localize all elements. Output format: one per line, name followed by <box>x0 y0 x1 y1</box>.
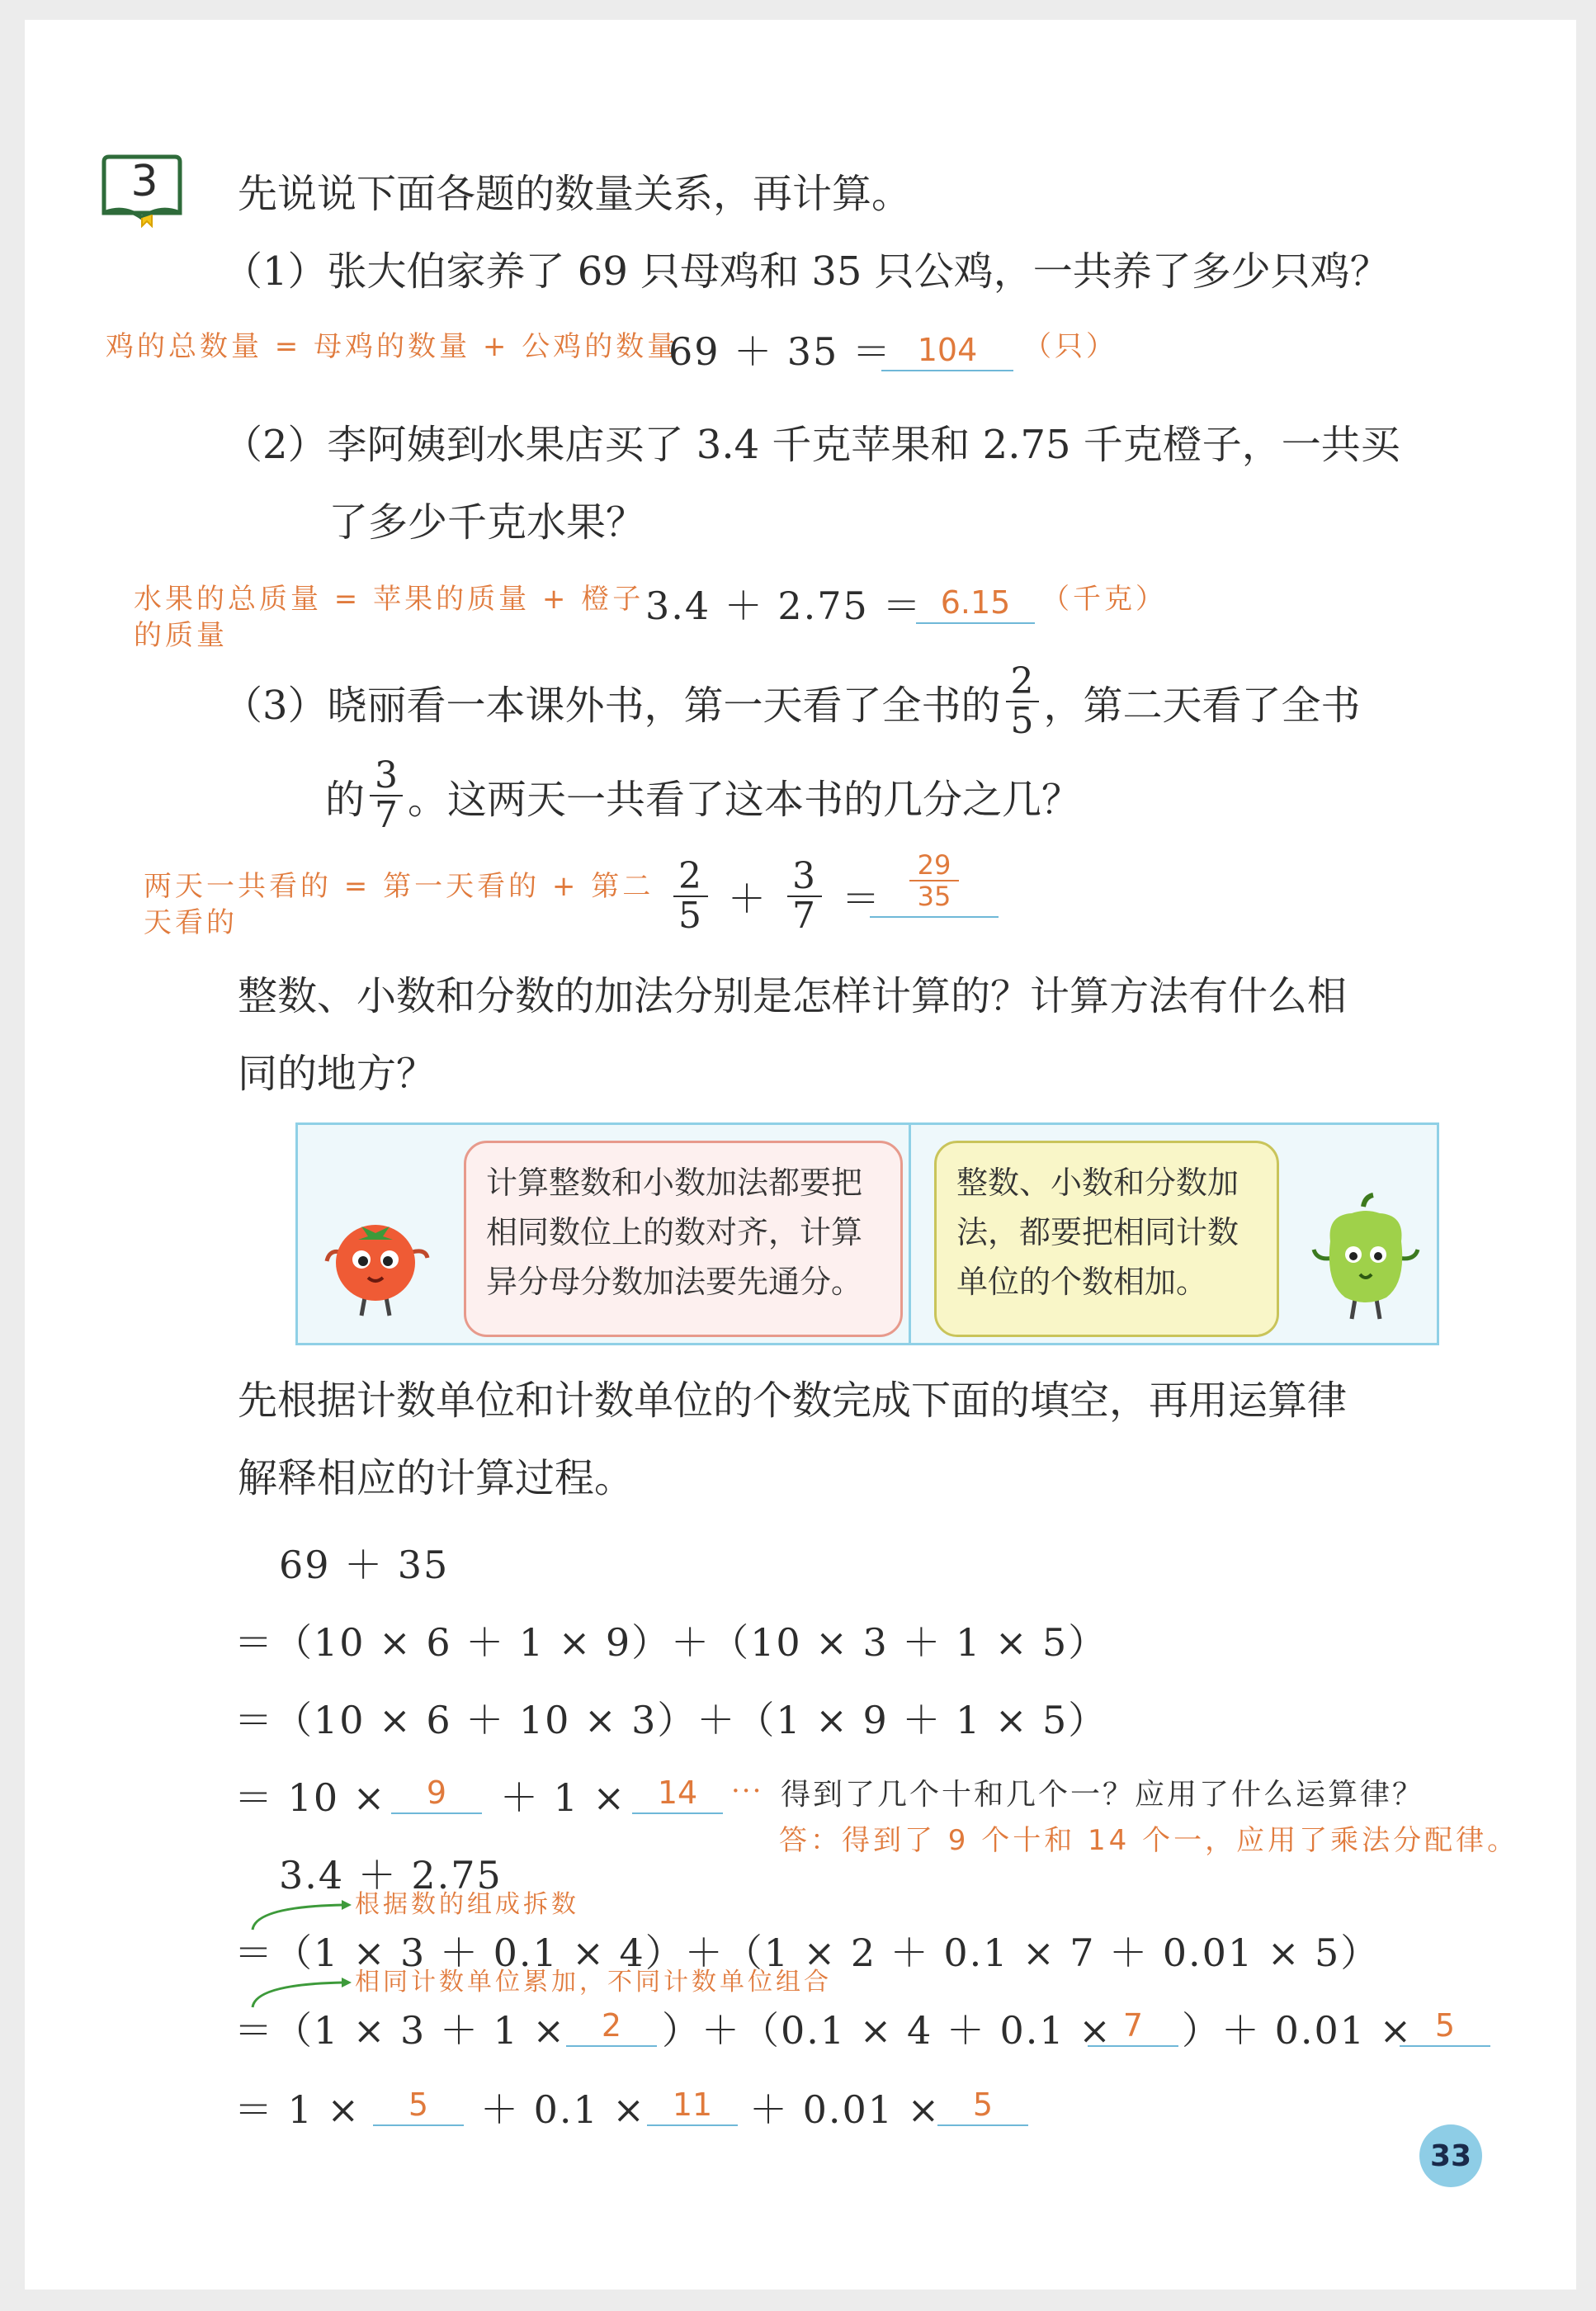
derivation1-question: 得到了几个十和几个一？应用了什么运算律？ <box>781 1778 1425 1812</box>
question-line2: 同的地方？ <box>238 1051 437 1097</box>
derivation2-line3-a: ＝ 1 × <box>234 2087 361 2132</box>
fraction-3-7 <box>370 754 403 836</box>
fraction-denominator: 7 <box>792 895 817 937</box>
problem-2-text-line1: （2）李阿姨到水果店买了 3.4 千克苹果和 2.75 千克橙子，一共买 <box>223 422 1400 468</box>
problem-3-relation-line1: 两天一共看的 = 第一天看的 + 第二 <box>144 870 654 903</box>
problem-1-relation: 鸡的总数量 = 母鸡的数量 + 公鸡的数量 <box>106 330 679 363</box>
derivation1-blank-tens: 9 <box>391 1773 482 1814</box>
derivation2-blank-hundredths: 5 <box>1400 2006 1490 2047</box>
tomato-character-icon <box>314 1197 437 1321</box>
derivation1-line1: ＝（10 × 6 ＋ 1 × 9）＋（10 × 3 ＋ 1 × 5） <box>234 1620 1108 1665</box>
fraction-2-5 <box>1006 660 1039 742</box>
derivation2-note1: 根据数的组成拆数 <box>355 1890 579 1919</box>
derivation2-line2-b: ）＋（0.1 × 4 ＋ 0.1 × <box>662 2008 1112 2053</box>
problem-3-text-c: 的 <box>325 776 366 823</box>
dialogue-divider <box>909 1125 911 1343</box>
green-pepper-character-icon <box>1304 1192 1428 1324</box>
fraction-numerator: 2 <box>673 858 708 897</box>
derivation2-blank-ones: 2 <box>566 2006 657 2047</box>
problem-2-text-line2: 了多少千克水果？ <box>328 499 646 546</box>
derivation2-line3-c: ＋ 0.01 × <box>749 2087 942 2132</box>
exercise-instruction: 先说说下面各题的数量关系，再计算。 <box>238 171 912 217</box>
derivation2-result-tenths: 11 <box>647 2085 738 2126</box>
problem-2-equation: 3.4 ＋ 2.75 ＝ <box>645 584 923 628</box>
problem-1-text: （1）张大伯家养了 69 只母鸡和 35 只公鸡，一共养了多少只鸡？ <box>223 248 1390 295</box>
problem-3-text-d: 。这两天一共看了这本书的几分之几？ <box>408 776 1082 823</box>
fraction-numerator: 2 <box>1006 663 1039 702</box>
problem-1-answer: 104 <box>881 330 1013 371</box>
problem-3-text-b: ，第二天看了全书 <box>1043 682 1361 729</box>
problem-3-text-line1 <box>223 652 1361 751</box>
plus-sign: ＋ <box>728 877 767 921</box>
fraction-3-7 <box>787 855 822 937</box>
problem-3-text-line2 <box>325 746 1081 845</box>
derivation1-answer: 答：得到了 9 个十和 14 个一，应用了乘法分配律。 <box>779 1824 1519 1857</box>
derivation2-line1: ＝（1 × 3 ＋ 0.1 × 4）＋（1 × 2 ＋ 0.1 × 7 ＋ 0.01 × 5） <box>234 1931 1381 1975</box>
answer-denominator: 35 <box>917 881 951 912</box>
derivation1-line3-a: ＝ 10 × <box>234 1775 387 1820</box>
question-line1: 整数、小数和分数的加法分别是怎样计算的？计算方法有什么相 <box>238 973 1348 1019</box>
derivation1-line3-b: ＋ 1 × <box>500 1775 627 1820</box>
fraction-denominator: 5 <box>1010 700 1034 742</box>
derivation2-line2-c: ）＋ 0.01 × <box>1182 2008 1414 2053</box>
dotted-leader: ··· <box>731 1775 763 1808</box>
derivation2-line2-a: ＝（1 × 3 ＋ 1 × <box>234 2008 566 2053</box>
derivation2-line3-b: ＋ 0.1 × <box>480 2087 646 2132</box>
problem-2-unit: （千克） <box>1041 583 1167 616</box>
derivation2-blank-tenths: 7 <box>1088 2006 1178 2047</box>
fraction-numerator: 3 <box>370 757 403 796</box>
problem-3-equation <box>668 847 881 946</box>
fraction-denominator: 7 <box>375 794 399 836</box>
derivation2-result-ones: 5 <box>373 2085 464 2126</box>
answer-numerator: 29 <box>909 850 959 881</box>
bubble-left: 计算整数和小数加法都要把相同数位上的数对齐，计算异分母分数加法要先通分。 <box>464 1141 903 1337</box>
problem-2-relation-line2: 的质量 <box>134 619 228 652</box>
equals-sign: ＝ <box>842 877 881 921</box>
derivation1-line0: 69 ＋ 35 <box>279 1543 450 1587</box>
derivation2-line0: 3.4 ＋ 2.75 <box>279 1853 503 1897</box>
bubble-right: 整数、小数和分数加法，都要把相同计数单位的个数相加。 <box>934 1141 1279 1337</box>
problem-2-answer: 6.15 <box>916 583 1035 624</box>
fraction-numerator: 3 <box>787 858 822 897</box>
problem-3-answer-blank <box>870 850 999 918</box>
exercise-number: 3 <box>130 157 158 206</box>
task-line1: 先根据计数单位和计数单位的个数完成下面的填空，再用运算律 <box>238 1378 1348 1424</box>
problem-3-text-a: （3）晓丽看一本课外书，第一天看了全书的 <box>223 682 1001 729</box>
derivation2-note2: 相同计数单位累加，不同计数单位组合 <box>355 1968 832 1997</box>
problem-1-unit: （只） <box>1023 330 1117 363</box>
fraction-denominator: 5 <box>678 895 703 937</box>
task-line2: 解释相应的计算过程。 <box>238 1455 635 1501</box>
derivation2-result-hundredths: 5 <box>937 2085 1028 2126</box>
problem-1-equation: 69 ＋ 35 ＝ <box>668 329 892 374</box>
derivation1-line2: ＝（10 × 6 ＋ 10 × 3）＋（1 × 9 ＋ 1 × 5） <box>234 1698 1108 1742</box>
problem-3-relation-line2: 天看的 <box>144 906 238 939</box>
page-number: 33 <box>1419 2124 1482 2187</box>
derivation1-blank-ones: 14 <box>632 1773 723 1814</box>
fraction-2-5 <box>673 855 708 937</box>
problem-2-relation-line1: 水果的总质量 = 苹果的质量 + 橙子 <box>134 583 645 616</box>
